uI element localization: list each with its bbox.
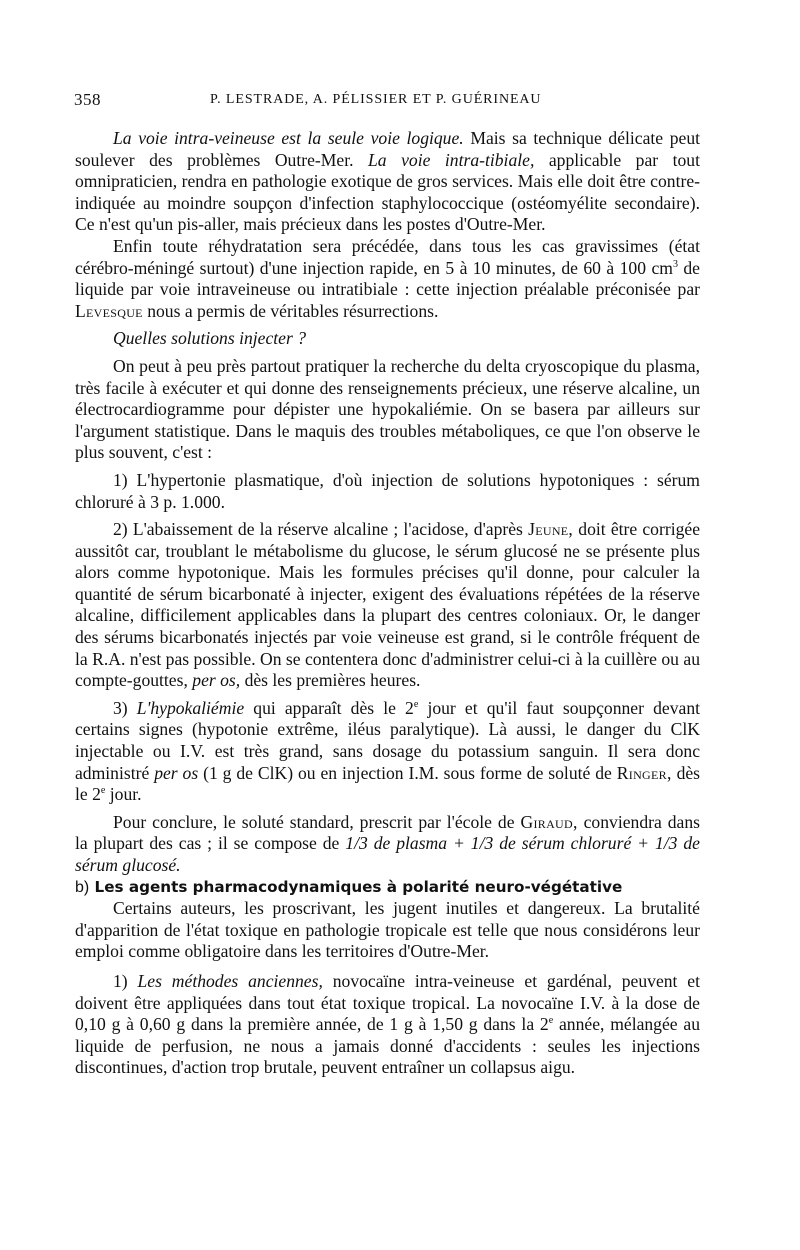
text-run: qui apparaît dès le 2 bbox=[244, 697, 414, 718]
text-run: jour et qu'il faut soupçonner devant certains signes (hypotonie extrême, iléus paralytique). Là aussi, le danger du ClK injectable ou I.V. est très grand, sans dosage du potassium sanguin. Il sera donc administré bbox=[75, 697, 701, 783]
superscript: e bbox=[413, 698, 419, 710]
text-run: 3) bbox=[113, 697, 137, 718]
text-run: 1) bbox=[113, 970, 138, 991]
text-run: dès le 2 bbox=[75, 762, 701, 805]
section-title: Les agents pharmacodynamiques à polarité neuro-végétative bbox=[94, 877, 623, 896]
author-name: Levesque bbox=[75, 300, 143, 321]
text-run: Certains auteurs, les proscrivant, les jugent inutiles et dangereux. La brutalité d'apparition de l'état toxique en pathologie tropicale est telle que nous considérons leur emploi comme obligatoire dans les territoires d'Outre-Mer. bbox=[75, 898, 700, 962]
emphasis: Les méthodes anciennes, bbox=[137, 970, 323, 991]
list-item-2 bbox=[75, 519, 700, 692]
author-name: Jeune, bbox=[528, 519, 574, 540]
author-name: Giraud, bbox=[520, 811, 578, 832]
page-number: 358 bbox=[74, 90, 101, 109]
emphasis: per os bbox=[154, 762, 199, 783]
text-run: applicable par tout omnipraticien, rendra en pathologie exotique de gros services. Mais elle doit être contre-indiquée au moindre soupçon d'infection staphylococcique (ostéomyélite secondaire). Ce n'est qu'un pis-aller, mais précieux dans les postes d'Outre-Mer. bbox=[75, 149, 700, 235]
paragraph-conclusion bbox=[75, 812, 700, 877]
emphasis: per os, bbox=[192, 670, 241, 691]
text-run: jour. bbox=[105, 784, 142, 805]
text-run: de liquide par voie intraveineuse ou intratibiale : cette injection préalable préconisée par bbox=[75, 257, 700, 300]
text-run: nous a permis de véritables résurrections. bbox=[142, 300, 439, 321]
header-authors: P. LESTRADE, A. PÉLISSIER ET P. GUÉRINEAU bbox=[210, 92, 542, 107]
text-run: Mais sa technique délicate peut soulever des problèmes Outre-Mer. bbox=[75, 128, 701, 170]
section-heading bbox=[75, 877, 700, 899]
text-run: doit être corrigée aussitôt car, troublant le métabolisme du glucose, le sérum glucosé ne se présente plus alors comme hypotonique. Mais les formules précises qu'il donne, pour calculer la quantité de sérum bicarbonaté à injecter, exigent des évaluations répétées de la réserve alcaline, difficilement applicables dans la plupart des centres coloniaux. Or, le danger des sérums bicarbonatés injectés par voie veineuse est grand, si le contrôle fréquent de la R.A. n'est pas possible. On se contentera donc d'administrer celui-ci à la cuillère ou au compte-gouttes, bbox=[75, 519, 700, 691]
body-text bbox=[75, 128, 700, 1079]
paragraph-rehydratation bbox=[75, 236, 700, 322]
list-item-1 bbox=[75, 470, 700, 513]
superscript: e bbox=[100, 785, 106, 797]
emphasis: L'hypokaliémie bbox=[136, 697, 245, 718]
author-name: Ringer, bbox=[616, 762, 672, 783]
paragraph-voie-intraveineuse bbox=[75, 128, 700, 236]
text-run: année, mélangée au liquide de perfusion, ne nous a jamais donné d'accidents : seules les injections discontinues, d'action trop brutale, peuvent entraîner un collapsus aigu. bbox=[75, 1014, 701, 1078]
text-run: dès les premières heures. bbox=[240, 670, 421, 691]
text-run: Enfin toute réhydratation sera précédée, dans tous les cas gravissimes (état cérébro-méningé surtout) d'une injection rapide, en 5 à 10 minutes, de 60 à 100 cm bbox=[75, 235, 700, 278]
text-run: (1 g de ClK) ou en injection I.M. sous forme de soluté de bbox=[198, 762, 617, 783]
text-run: 1) L'hypertonie plasmatique, d'où injection de solutions hypotoniques : sérum chloruré à 3 p. 1.000. bbox=[75, 469, 700, 512]
emphasis: Quelles solutions injecter ? bbox=[113, 328, 307, 349]
text-run: On peut à peu près partout pratiquer la recherche du delta cryoscopique du plasma, très facile à exécuter et qui donne des renseignements précieux, une réserve alcaline, un électrocardiogramme pour dépister une hypokaliémie. On se basera par ailleurs sur l'argument statistique. Dans le maquis des troubles métaboliques, ce que l'on observe le plus souvent, c'est : bbox=[75, 355, 700, 463]
superscript: e bbox=[548, 1015, 554, 1027]
emphasis: La voie intra-tibiale, bbox=[368, 149, 535, 170]
text-run: novocaïne intra-veineuse et gardénal, peuvent et doivent être appliquées dans tout état toxique tropical. La novocaïne I.V. à la dose de 0,10 g à 0,60 g dans la première année, de 1 g à 1,50 g dans la 2 bbox=[75, 970, 700, 1035]
paragraph-delta-cryoscopique bbox=[75, 356, 700, 464]
section-prefix: b) bbox=[75, 878, 90, 896]
text-run: Pour conclure, le soluté standard, prescrit par l'école de bbox=[113, 811, 521, 832]
superscript: 3 bbox=[672, 258, 678, 270]
text-run: conviendra dans la plupart des cas ; il se compose de bbox=[75, 811, 700, 854]
emphasis: La voie intra-veineuse est la seule voie logique. bbox=[113, 128, 464, 148]
subheading-solutions bbox=[75, 328, 700, 350]
text-run: 2) L'abaissement de la réserve alcaline ; l'acidose, d'après bbox=[113, 519, 529, 540]
paragraph-methodes-anciennes bbox=[75, 971, 700, 1079]
list-item-3 bbox=[75, 698, 700, 806]
emphasis: 1/3 de plasma + 1/3 de sérum chloruré + 1/3 de sérum glucosé. bbox=[75, 833, 700, 875]
paragraph-agents bbox=[75, 898, 700, 963]
